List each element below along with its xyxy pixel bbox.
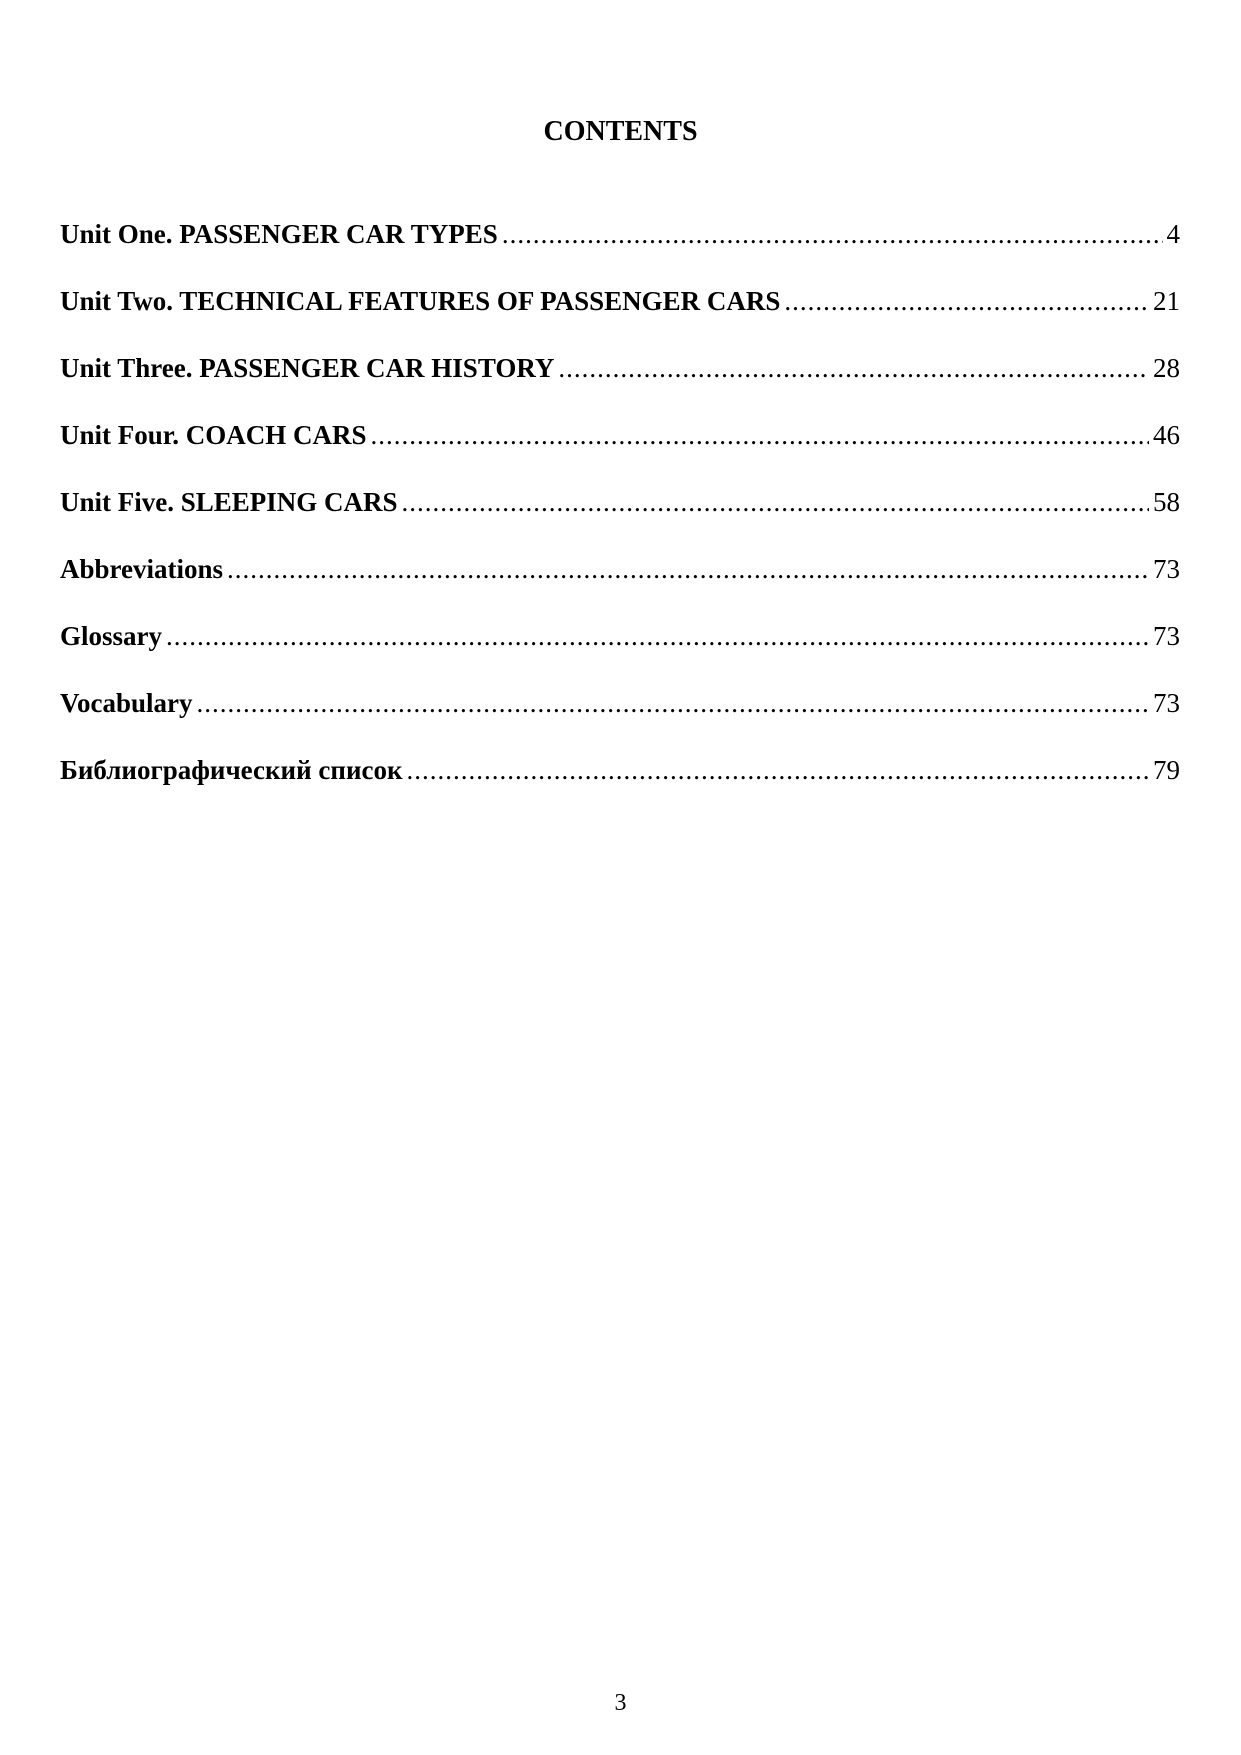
toc-entry-page: 73 xyxy=(1153,554,1180,584)
toc-entry-unit-five[interactable] xyxy=(60,482,1180,549)
toc-entry-unit-three[interactable] xyxy=(60,348,1180,415)
toc-dot-leader xyxy=(197,683,1149,723)
toc-dot-leader xyxy=(227,549,1149,589)
toc-entry-page: 46 xyxy=(1153,420,1180,450)
toc-entry-page: 4 xyxy=(1166,219,1180,249)
toc-dot-leader xyxy=(402,482,1149,522)
toc-entry-vocabulary[interactable] xyxy=(60,683,1180,750)
toc-entry-unit-one[interactable] xyxy=(60,214,1180,281)
toc-dot-leader xyxy=(502,214,1163,254)
toc-entry-label: Библиографический список xyxy=(60,755,403,785)
toc-entry-unit-two[interactable] xyxy=(60,281,1180,348)
toc-entry-unit-four[interactable] xyxy=(60,415,1180,482)
toc-entry-bibliography[interactable] xyxy=(60,750,1180,817)
toc-entry-page: 21 xyxy=(1153,286,1180,316)
toc-entry-abbreviations[interactable] xyxy=(60,549,1180,616)
toc-dot-leader xyxy=(407,750,1149,790)
toc-dot-leader xyxy=(784,281,1149,321)
toc-dot-leader xyxy=(371,415,1149,455)
page-number: 3 xyxy=(614,1690,627,1716)
toc-entry-label: Abbreviations xyxy=(60,554,224,584)
toc-entry-label: Unit Three. PASSENGER CAR HISTORY xyxy=(60,353,555,383)
toc-entry-label: Vocabulary xyxy=(60,688,193,718)
toc-entry-page: 28 xyxy=(1153,353,1180,383)
page-title: CONTENTS xyxy=(543,116,698,147)
toc-entry-page: 73 xyxy=(1153,688,1180,718)
toc-dot-leader xyxy=(558,348,1149,388)
toc-entry-label: Unit Five. SLEEPING CARS xyxy=(60,487,398,517)
toc-entry-page: 73 xyxy=(1153,621,1180,651)
table-of-contents xyxy=(60,214,1180,817)
toc-entry-label: Unit One. PASSENGER CAR TYPES xyxy=(60,219,498,249)
toc-dot-leader xyxy=(166,616,1149,656)
toc-entry-label: Unit Two. TECHNICAL FEATURES OF PASSENGER CARS xyxy=(60,286,781,316)
toc-entry-glossary[interactable] xyxy=(60,616,1180,683)
toc-entry-label: Unit Four. COACH CARS xyxy=(60,420,367,450)
toc-entry-page: 58 xyxy=(1153,487,1180,517)
toc-entry-page: 79 xyxy=(1153,755,1180,785)
toc-entry-label: Glossary xyxy=(60,621,163,651)
